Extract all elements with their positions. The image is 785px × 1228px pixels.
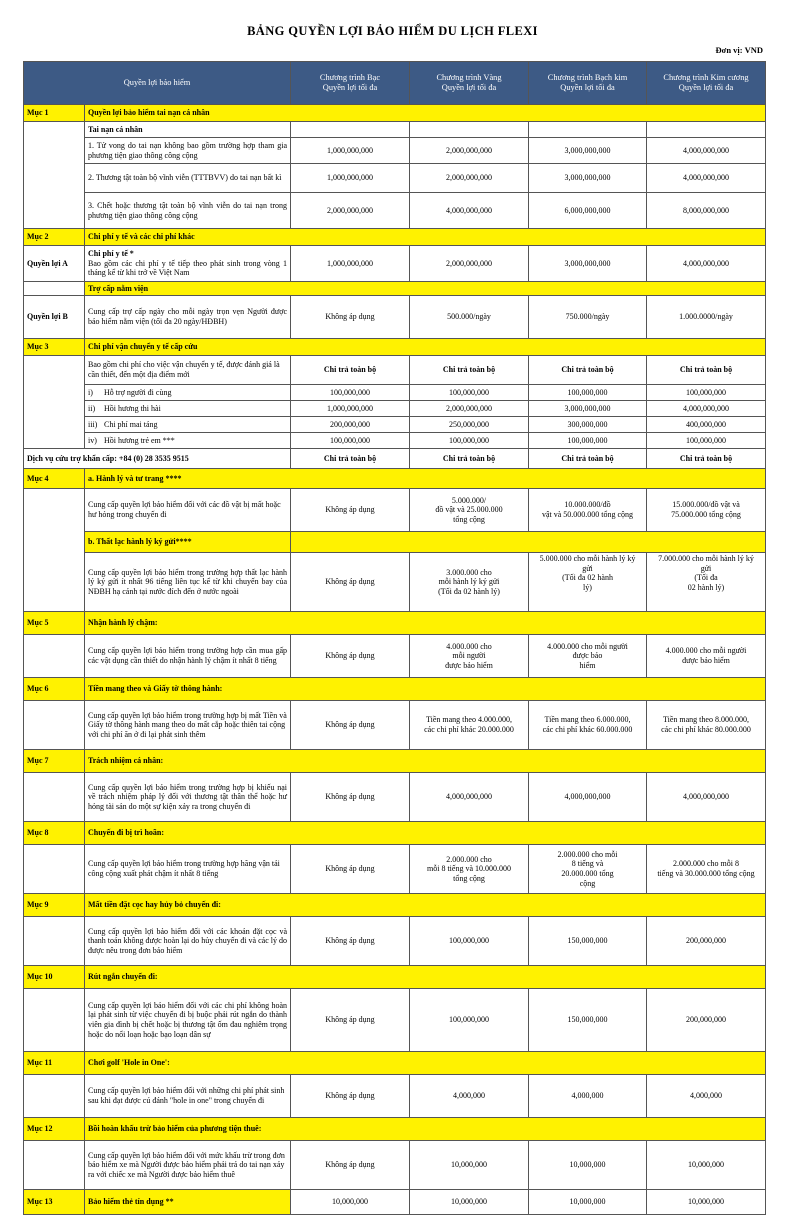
benefit-desc: i) Hỗ trợ người đi cùng — [85, 385, 291, 401]
section-row — [24, 822, 766, 845]
value-cell: 10,000,000 — [410, 1190, 529, 1215]
value-cell: Không áp dụng — [291, 773, 410, 822]
emergency-hotline: Dịch vụ cứu trợ khẩn cấp: +84 (0) 28 3535 9515 — [24, 449, 291, 469]
header-plan-silver: Chương trình Bạc Quyền lợi tối đa — [291, 62, 410, 105]
benefit-desc: Cung cấp quyền lợi bảo hiểm trong trường hợp bị khiếu nại về trách nhiệm pháp lý đối với thương tật thân thể hoặc hư hỏng tài sản do một sự kiện xảy ra trong chuyến đi — [85, 773, 291, 822]
section-label: Mục 10 — [24, 966, 85, 989]
benefit-desc: Cung cấp quyền lợi bảo hiểm đối với các đồ vật bị mất hoặc hư hỏng trong chuyến đi — [85, 489, 291, 532]
value-cell: 400,000,000 — [647, 417, 766, 433]
section-title: Tiền mang theo và Giấy tờ thông hành: — [85, 678, 766, 701]
value-cell: Không áp dụng — [291, 701, 410, 750]
value-cell: 4,000,000,000 — [647, 164, 766, 193]
section-label: Mục 5 — [24, 612, 85, 635]
value-cell: 4,000,000,000 — [647, 773, 766, 822]
section-row — [24, 469, 766, 489]
section-row — [24, 1190, 766, 1215]
section-label: Mục 2 — [24, 229, 85, 246]
section-title: Quyền lợi bảo hiểm tai nạn cá nhân — [85, 105, 766, 122]
value-cell: 4,000,000,000 — [647, 138, 766, 164]
section-row — [24, 1052, 766, 1075]
value-cell: Chi trả toàn bộ — [291, 449, 410, 469]
value-cell: 2,000,000,000 — [410, 401, 529, 417]
table-row — [24, 701, 766, 750]
benefit-desc: Cung cấp quyền lợi bảo hiểm đối với các khoản đặt cọc và thanh toán không được hoàn lại do hủy chuyến đi và các lý do được nêu trong đơn bảo hiểm — [85, 917, 291, 966]
benefit-label: Quyền lợi A — [24, 246, 85, 282]
value-cell: 2,000,000,000 — [410, 164, 529, 193]
value-cell: 4,000,000,000 — [410, 773, 529, 822]
section-row — [24, 229, 766, 246]
value-cell: 200,000,000 — [291, 417, 410, 433]
value-cell: Không áp dụng — [291, 989, 410, 1052]
subsection-row — [24, 282, 766, 296]
subsection-row — [24, 532, 766, 553]
section-row — [24, 966, 766, 989]
table-row — [24, 917, 766, 966]
value-cell: 4,000,000 — [529, 1075, 647, 1118]
value-cell: 500.000/ngày — [410, 296, 529, 339]
value-cell: Chi trả toàn bộ — [410, 356, 529, 385]
value-cell: 3,000,000,000 — [529, 246, 647, 282]
benefit-desc: Cung cấp trợ cấp ngày cho mỗi ngày trọn vẹn Người được bảo hiểm nằm viện (tối đa 20 ngày/HĐBH) — [85, 296, 291, 339]
value-cell: 2,000,000,000 — [410, 246, 529, 282]
value-cell: 100,000,000 — [410, 917, 529, 966]
document-title: BẢNG QUYỀN LỢI BẢO HIỂM DU LỊCH FLEXI — [247, 24, 538, 38]
value-cell: Chi trả toàn bộ — [529, 449, 647, 469]
value-cell: 3,000,000,000 — [529, 401, 647, 417]
benefit-desc: Cung cấp quyền lợi bảo hiểm đối với các chi phí không hoàn lại phát sinh từ việc chuyến đi bị buộc phải rút ngắn do thành viên gia đình bị chết hoặc bị thương tật ốm đau nghiêm trọng hoặc do nổi loạn hoặc bạo loạn dân sự — [85, 989, 291, 1052]
value-cell: 2.000.000 cho mỗi 8 tiếng và 10.000.000 tổng cộng — [410, 845, 529, 894]
benefit-desc: 2. Thương tật toàn bộ vĩnh viễn (TTTBVV) do tai nạn bất kì — [85, 164, 291, 193]
value-cell: 10,000,000 — [529, 1141, 647, 1190]
table-row — [24, 433, 766, 449]
section-title: Mất tiền đặt cọc hay hủy bỏ chuyến đi: — [85, 894, 766, 917]
value-cell: Tiền mang theo 8.000.000, các chi phí khác 80.000.000 — [647, 701, 766, 750]
benefit-desc: Cung cấp quyền lợi bảo hiểm đối với những chi phí phát sinh sau khi đạt được cú đánh "hole in one" trong chuyến đi — [85, 1075, 291, 1118]
benefit-desc: iv) Hồi hương trẻ em *** — [85, 433, 291, 449]
section-row — [24, 894, 766, 917]
value-cell: 7.000.000 cho mỗi hành lý ký gửi (Tối đa 02 hành lý) — [647, 553, 766, 612]
table-row — [24, 1075, 766, 1118]
value-cell: Không áp dụng — [291, 635, 410, 678]
subsection-title: Tai nạn cá nhân — [85, 122, 291, 138]
value-cell: 10,000,000 — [410, 1141, 529, 1190]
value-cell: 4,000,000,000 — [647, 246, 766, 282]
header-plan-gold: Chương trình Vàng Quyền lợi tối đa — [410, 62, 529, 105]
section-label: Mục 9 — [24, 894, 85, 917]
section-title: a. Hành lý và tư trang **** — [85, 469, 766, 489]
value-cell: Không áp dụng — [291, 917, 410, 966]
benefits-table — [23, 61, 766, 1215]
section-label: Mục 13 — [24, 1190, 85, 1215]
value-cell: 10.000.000/đồ vật và 50.000.000 tổng cộng — [529, 489, 647, 532]
value-cell: 4,000,000,000 — [647, 401, 766, 417]
benefit-desc: iii) Chi phí mai táng — [85, 417, 291, 433]
value-cell: 8,000,000,000 — [647, 193, 766, 229]
value-cell: 4.000.000 cho mỗi người được bảo hiểm — [529, 635, 647, 678]
value-cell: 3,000,000,000 — [529, 138, 647, 164]
benefit-desc: Cung cấp quyền lợi bảo hiểm trong trường hợp cần mua gấp các vật dụng cần thiết do nhận hành lý chậm ít nhất 8 tiếng — [85, 635, 291, 678]
section-title: Rút ngắn chuyến đi: — [85, 966, 766, 989]
section-label: Mục 3 — [24, 339, 85, 356]
header-plan-platinum: Chương trình Bạch kim Quyền lợi tối đa — [529, 62, 647, 105]
value-cell: 2.000.000 cho mỗi 8 tiếng và 30.000.000 tổng cộng — [647, 845, 766, 894]
value-cell: 10,000,000 — [291, 1190, 410, 1215]
benefit-desc: Cung cấp quyền lợi bảo hiểm trong trường hợp hãng vận tải công cộng xuất phát chậm ít nhất 8 tiếng — [85, 845, 291, 894]
section-label: Mục 6 — [24, 678, 85, 701]
benefit-desc: Cung cấp quyền lợi bảo hiểm đối với mức khấu trừ trong đơn bảo hiểm xe mà Người được bảo hiểm phải trả do tai nạn xảy ra với chiếc xe mà Người được bảo hiểm thuê — [85, 1141, 291, 1190]
value-cell: Không áp dụng — [291, 845, 410, 894]
value-cell: 15.000.000/đồ vật và 75.000.000 tổng cộng — [647, 489, 766, 532]
table-row — [24, 246, 766, 282]
value-cell: Chi trả toàn bộ — [529, 356, 647, 385]
value-cell: 5.000.000 cho mỗi hành lý ký gửi (Tối đa 02 hành lý) — [529, 553, 647, 612]
value-cell: Chi trả toàn bộ — [291, 356, 410, 385]
table-row — [24, 635, 766, 678]
section-title: Bảo hiểm thẻ tín dụng ** — [85, 1190, 291, 1215]
benefit-desc: ii) Hồi hương thi hài — [85, 401, 291, 417]
value-cell: 2.000.000 cho mỗi 8 tiếng và 20.000.000 tổng cộng — [529, 845, 647, 894]
benefit-desc: Cung cấp quyền lợi bảo hiểm trong trường hợp thất lạc hành lý ký gửi ít nhất 96 tiếng liên tục kể từ khi chuyến bay của NĐBH hạ cánh tại nước đích đến ở nước ngoài — [85, 553, 291, 612]
header-row — [24, 62, 766, 105]
value-cell: 2,000,000,000 — [410, 138, 529, 164]
value-cell: Không áp dụng — [291, 553, 410, 612]
table-row — [24, 401, 766, 417]
value-cell: 100,000,000 — [410, 433, 529, 449]
value-cell: 1.000.0000/ngày — [647, 296, 766, 339]
value-cell: 100,000,000 — [410, 385, 529, 401]
value-cell: 10,000,000 — [647, 1141, 766, 1190]
value-cell: 1,000,000,000 — [291, 164, 410, 193]
value-cell: Chi trả toàn bộ — [647, 356, 766, 385]
currency-unit: Đơn vị: VND — [715, 45, 763, 55]
value-cell: 150,000,000 — [529, 989, 647, 1052]
table-row — [24, 193, 766, 229]
benefit-label: Quyền lợi B — [24, 296, 85, 339]
section-title: Nhận hành lý chậm: — [85, 612, 766, 635]
header-plan-diamond: Chương trình Kim cương Quyền lợi tối đa — [647, 62, 766, 105]
value-cell: 100,000,000 — [291, 385, 410, 401]
benefit-desc: Bao gồm chi phí cho việc vận chuyển y tế, được đánh giá là cần thiết, đến một địa điểm mới — [85, 356, 291, 385]
benefit-desc: Cung cấp quyền lợi bảo hiểm trong trường hợp bị mất Tiền và Giấy tờ thông hành mang theo do mất cắp hoặc thiên tai cộng với chi phí ăn ở đi lại phát sinh thêm — [85, 701, 291, 750]
section-row — [24, 1118, 766, 1141]
table-row — [24, 164, 766, 193]
benefit-desc: 3. Chết hoặc thương tật toàn bộ vĩnh viễn do tai nạn trong phương tiện giao thông công cộng — [85, 193, 291, 229]
section-title: Chi phí vận chuyển y tế cấp cứu — [85, 339, 766, 356]
table-row — [24, 385, 766, 401]
value-cell: 100,000,000 — [410, 989, 529, 1052]
value-cell: 200,000,000 — [647, 917, 766, 966]
value-cell: Không áp dụng — [291, 489, 410, 532]
section-label: Mục 1 — [24, 105, 85, 122]
section-row — [24, 612, 766, 635]
table-row — [24, 356, 766, 385]
value-cell: 4.000.000 cho mỗi người được bảo hiểm — [410, 635, 529, 678]
section-title: Trách nhiệm cá nhân: — [85, 750, 766, 773]
subsection-title: b. Thất lạc hành lý ký gửi**** — [85, 532, 291, 553]
section-label: Mục 7 — [24, 750, 85, 773]
value-cell: 5.000.000/ đồ vật và 25.000.000 tổng cộng — [410, 489, 529, 532]
section-row — [24, 105, 766, 122]
value-cell: Chi trả toàn bộ — [410, 449, 529, 469]
section-label: Mục 11 — [24, 1052, 85, 1075]
section-title: Chơi golf 'Hole in One': — [85, 1052, 766, 1075]
value-cell: 6,000,000,000 — [529, 193, 647, 229]
table-row — [24, 989, 766, 1052]
table-row — [24, 845, 766, 894]
value-cell: 150,000,000 — [529, 917, 647, 966]
value-cell: 4.000.000 cho mỗi người được bảo hiểm — [647, 635, 766, 678]
section-label: Mục 4 — [24, 469, 85, 489]
value-cell: 3,000,000,000 — [529, 164, 647, 193]
table-row — [24, 1141, 766, 1190]
table-row — [24, 417, 766, 433]
value-cell: 10,000,000 — [647, 1190, 766, 1215]
value-cell: 4,000,000,000 — [410, 193, 529, 229]
value-cell: 200,000,000 — [647, 989, 766, 1052]
section-row — [24, 750, 766, 773]
section-row — [24, 678, 766, 701]
value-cell: Không áp dụng — [291, 1141, 410, 1190]
table-row — [24, 489, 766, 532]
value-cell: 100,000,000 — [291, 433, 410, 449]
benefit-desc: Chi phí y tế * Bao gồm các chi phí y tế tiếp theo phát sinh trong vòng 1 tháng kể từ khi trở về Việt Nam — [85, 246, 291, 282]
hotline-row — [24, 449, 766, 469]
value-cell: Không áp dụng — [291, 296, 410, 339]
table-row — [24, 773, 766, 822]
value-cell: 2,000,000,000 — [291, 193, 410, 229]
value-cell: 100,000,000 — [529, 433, 647, 449]
value-cell: 1,000,000,000 — [291, 138, 410, 164]
value-cell: 10,000,000 — [529, 1190, 647, 1215]
value-cell: 1,000,000,000 — [291, 401, 410, 417]
table-row — [24, 553, 766, 612]
subsection-title: Trợ cấp nằm viện — [85, 282, 766, 296]
section-label: Mục 8 — [24, 822, 85, 845]
section-title: Chuyến đi bị trì hoãn: — [85, 822, 766, 845]
value-cell: 4,000,000 — [647, 1075, 766, 1118]
value-cell: 1,000,000,000 — [291, 246, 410, 282]
value-cell: Tiền mang theo 6.000.000, các chi phí khác 60.000.000 — [529, 701, 647, 750]
header-benefit: Quyền lợi bảo hiểm — [24, 62, 291, 105]
value-cell: 4,000,000 — [410, 1075, 529, 1118]
value-cell: 100,000,000 — [647, 385, 766, 401]
section-label: Mục 12 — [24, 1118, 85, 1141]
section-title: Bồi hoàn khấu trừ bảo hiểm của phương tiện thuê: — [85, 1118, 766, 1141]
value-cell: 3.000.000 cho mỗi hành lý ký gửi (Tối đa 02 hành lý) — [410, 553, 529, 612]
value-cell: 100,000,000 — [529, 385, 647, 401]
benefit-desc: 1. Tử vong do tai nạn không bao gồm trường hợp tham gia phương tiện giao thông công cộng — [85, 138, 291, 164]
value-cell: 750.000/ngày — [529, 296, 647, 339]
value-cell: 4,000,000,000 — [529, 773, 647, 822]
table-row — [24, 296, 766, 339]
value-cell: 100,000,000 — [647, 433, 766, 449]
value-cell: Không áp dụng — [291, 1075, 410, 1118]
table-row — [24, 138, 766, 164]
section-title: Chi phí y tế và các chi phí khác — [85, 229, 766, 246]
section-row — [24, 339, 766, 356]
value-cell: Chi trả toàn bộ — [647, 449, 766, 469]
value-cell: 250,000,000 — [410, 417, 529, 433]
value-cell: Tiền mang theo 4.000.000, các chi phí khác 20.000.000 — [410, 701, 529, 750]
value-cell: 300,000,000 — [529, 417, 647, 433]
